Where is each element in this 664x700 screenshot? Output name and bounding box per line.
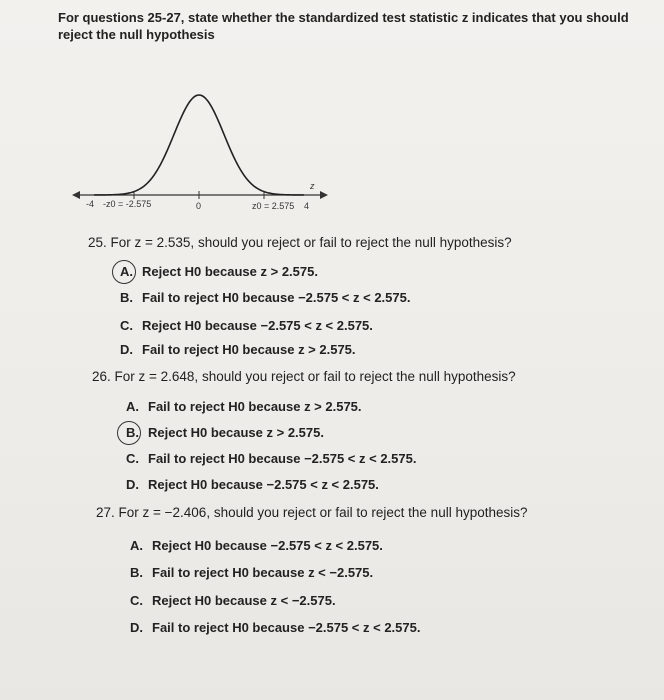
tick-label-zero: 0 [196,201,202,211]
option-26-c[interactable]: C. Fail to reject H0 because −2.575 < z < 2.575. [126,451,417,466]
option-27-a[interactable]: A. Reject H0 because −2.575 < z < 2.575. [130,538,383,553]
tick-label-right: 4 [304,201,310,211]
instructions: For questions 25-27, state whether the standardized test statistic z indicates that you should reject the null hypothesis [58,10,629,42]
question-26: 26. For z = 2.648, should you reject or fail to reject the null hypothesis? [92,369,516,384]
option-25-c[interactable]: C. Reject H0 because −2.575 < z < 2.575. [120,318,373,333]
normal-curve-figure [70,80,340,220]
option-26-b[interactable]: B. Reject H0 because z > 2.575. [126,425,324,440]
bell-curve [94,95,304,195]
option-27-c[interactable]: C. Reject H0 because z < −2.575. [130,593,336,608]
axis-label-z: z [310,181,315,191]
option-27-d[interactable]: D. Fail to reject H0 because −2.575 < z < 2.575. [130,620,421,635]
axis-arrow-left [72,191,80,199]
option-25-d[interactable]: D. Fail to reject H0 because z > 2.575. [120,342,356,357]
tick-label-left: -4 [86,199,95,209]
option-25-b[interactable]: B. Fail to reject H0 because −2.575 < z < 2.575. [120,290,411,305]
option-26-d[interactable]: D. Reject H0 because −2.575 < z < 2.575. [126,477,379,492]
option-27-b[interactable]: B. Fail to reject H0 because z < −2.575. [130,565,374,580]
question-27: 27. For z = −2.406, should you reject or fail to reject the null hypothesis? [96,505,528,520]
option-25-a[interactable]: A. Reject H0 because z > 2.575. [120,264,318,279]
tick-label-pos-crit: z0 = 2.575 [252,201,295,211]
tick-label-neg-crit: -z0 = -2.575 [103,199,152,209]
option-26-a[interactable]: A. Fail to reject H0 because z > 2.575. [126,399,362,414]
axis-arrow-right [320,191,328,199]
question-25: 25. For z = 2.535, should you reject or fail to reject the null hypothesis? [88,235,512,250]
